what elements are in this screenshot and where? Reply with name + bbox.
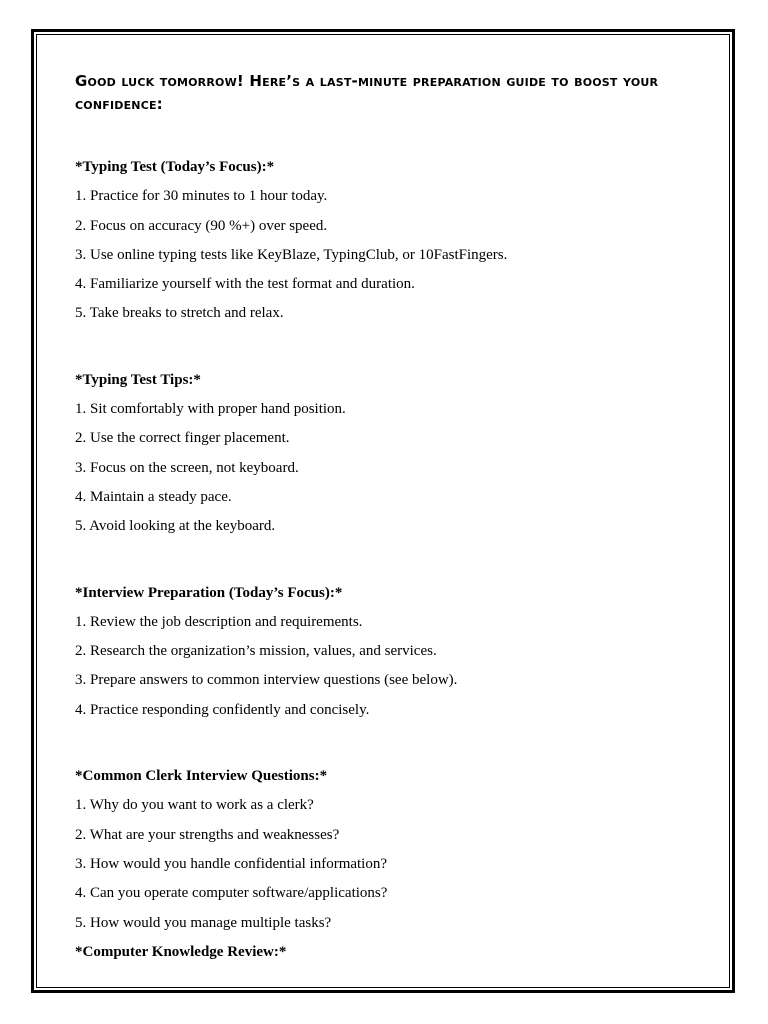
list-item: 4. Familiarize yourself with the test format and duration. (75, 276, 415, 293)
section-list (75, 182, 705, 328)
section-typing-tips (75, 366, 705, 542)
list-item: 3. Prepare answers to common interview questions (see below). (75, 672, 458, 689)
section-heading: *Computer Knowledge Review:* (75, 943, 287, 960)
list-item: 1. Why do you want to work as a clerk? (75, 797, 314, 814)
section-heading: *Interview Preparation (Today’s Focus):* (75, 584, 343, 601)
document-title: Good luck tomorrow! Here’s a last-minute preparation guide to boost your confidence: (75, 72, 659, 113)
section-computer-knowledge (75, 938, 705, 967)
list-item: 4. Maintain a steady pace. (75, 488, 232, 505)
list-item: 5. Avoid looking at the keyboard. (75, 518, 276, 535)
list-item: 5. Take breaks to stretch and relax. (75, 305, 284, 322)
list-item: 2. Research the organization’s mission, values, and services. (75, 643, 437, 660)
section-interview-preparation (75, 579, 705, 725)
section-typing-test (75, 153, 705, 329)
section-heading: *Typing Test (Today’s Focus):* (75, 159, 275, 175)
list-item: 1. Review the job description and requirements. (75, 613, 363, 630)
list-item: 3. Use online typing tests like KeyBlaze, TypingClub, or 10FastFingers. (75, 246, 508, 263)
list-item: 1. Practice for 30 minutes to 1 hour today. (75, 188, 328, 205)
section-list (75, 791, 705, 937)
list-item: 4. Can you operate computer software/applications? (75, 885, 388, 902)
section-interview-questions (75, 762, 705, 938)
list-item: 5. How would you manage multiple tasks? (75, 914, 332, 931)
document-content (75, 70, 705, 967)
section-list (75, 608, 705, 725)
list-item: 2. Focus on accuracy (90 %+) over speed. (75, 217, 328, 234)
list-item: 2. Use the correct finger placement. (75, 430, 290, 447)
list-item: 4. Practice responding confidently and concisely. (75, 701, 370, 718)
section-heading: *Common Clerk Interview Questions:* (75, 768, 328, 785)
list-item: 3. How would you handle confidential information? (75, 855, 388, 872)
list-item: 1. Sit comfortably with proper hand position. (75, 401, 346, 418)
section-heading: *Typing Test Tips:* (75, 371, 201, 388)
section-list (75, 395, 705, 541)
list-item: 3. Focus on the screen, not keyboard. (75, 459, 299, 476)
list-item: 2. What are your strengths and weaknesses? (75, 826, 340, 843)
